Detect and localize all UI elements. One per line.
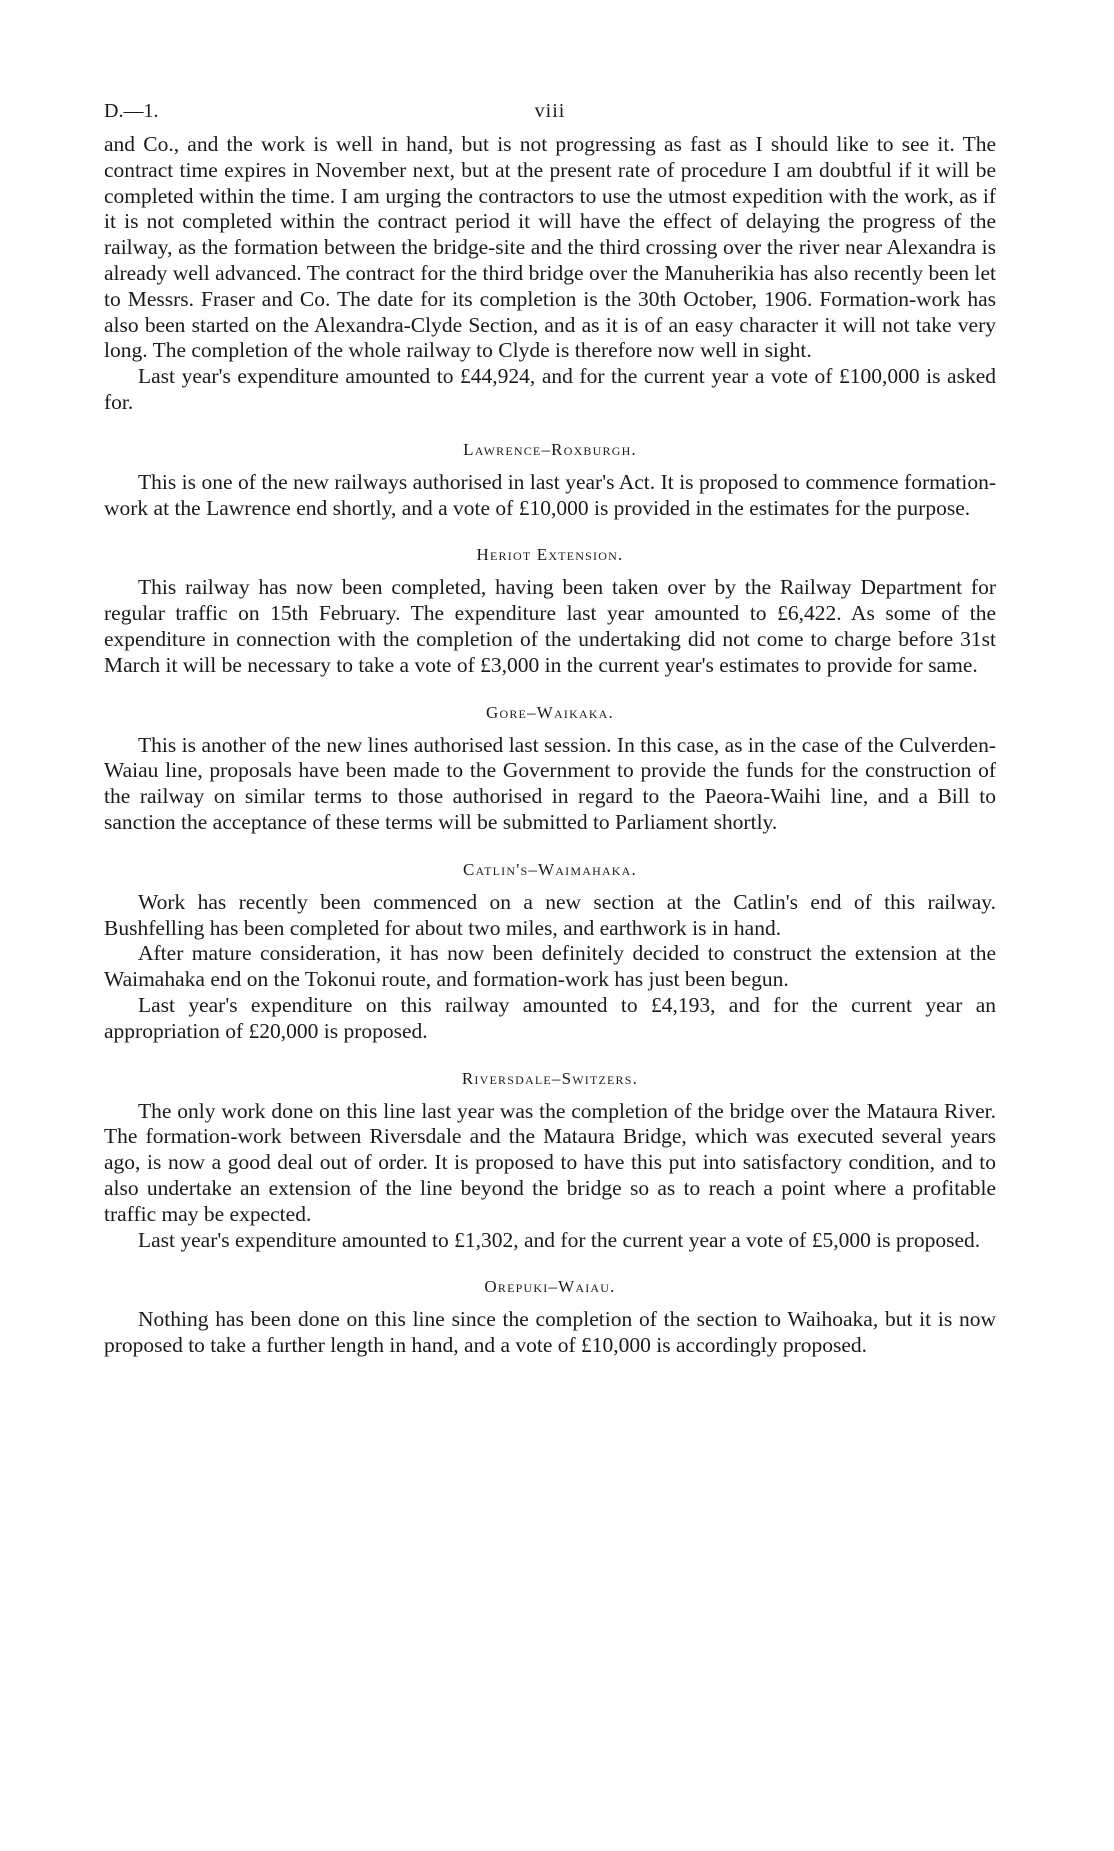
section-heading-lawrence-roxburgh: Lawrence–Roxburgh. — [463, 439, 637, 459]
section-heading-riversdale-switzers: Riversdale–Switzers. — [461, 1068, 639, 1088]
section-heading-orepuki-waiau: Orepuki–Waiau. — [484, 1277, 616, 1297]
section-paragraph: After mature consideration, it has now been definitely decided to construct the extension at the Waimahaka end on the Tokonui route, and formation-work has just been begun. — [104, 941, 996, 992]
intro-expenditure-paragraph: Last year's expenditure amounted to £44,924, and for the current year a vote of £100,000 is asked for. — [104, 364, 996, 414]
intro-paragraph: and Co., and the work is well in hand, but is not progressing as fast as I should like to see it. The contract time expires in November next, but at the present rate of procedure I am doubtful if it will be completed within the time. I am urging the contractors to use the utmost expedition with the work, as if it is not completed within the contract period it will have the effect of delaying the progress of the railway, as the formation between the bridge-site and the third crossing over the river near Alexandra is already well advanced. The contract for the third bridge over the Manuherikia has also recently been let to Messrs. Fraser and Co. The date for its completion is the 30th October, 1906. Formation-work has also been started on the Alexandra-Clyde Section, and as it is of an easy character it will not take very long. The completion of the whole railway to Clyde is therefore now well in sight. — [104, 132, 996, 363]
section-paragraph: Work has recently been commenced on a new section at the Catlin's end of this railway. Bushfelling has been completed for about two miles, and earthwork is in hand. — [104, 889, 996, 940]
section-heading-catlins-waimahaka: Catlin's–Waimahaka. — [463, 859, 637, 879]
section-paragraph: The only work done on this line last year was the completion of the bridge over the Mataura River. The formation-work between Riversdale and the Mataura Bridge, which was executed several years ago, is now a good deal out of order. It is proposed to have this put into satisfactory condition, and to also undertake an extension of the line beyond the bridge so as to reach a point where a profitable traffic may be expected. — [104, 1098, 996, 1226]
section-heading-gore-waikaka: Gore–Waikaka. — [486, 702, 614, 722]
document-page — [104, 100, 996, 1359]
section-paragraph: This is another of the new lines authorised last session. In this case, as in the case of the Culverden-Waiau line, proposals have been made to the Government to provide the funds for the construction of the railway on similar terms to those authorised in regard to the Paeora-Waihi line, and a Bill to sanction the acceptance of these terms will be submitted to Parliament shortly. — [104, 732, 996, 834]
section-paragraph: This railway has now been completed, having been taken over by the Railway Department for regular traffic on 15th February. The expenditure last year amounted to £6,422. As some of the expenditure in connection with the completion of the undertaking did not come to charge before 31st March it will be necessary to take a vote of £3,000 in the current year's estimates to provide for same. — [104, 575, 996, 677]
section-heading-heriot-extension: Heriot Extension. — [476, 545, 624, 565]
section-paragraph: This is one of the new railways authorised in last year's Act. It is proposed to commence formation-work at the Lawrence end shortly, and a vote of £10,000 is provided in the estimates for the purpose. — [104, 469, 996, 520]
section-paragraph: Nothing has been done on this line since the completion of the section to Waihoaka, but it is now proposed to take a further length in hand, and a vote of £10,000 is accordingly proposed. — [104, 1307, 996, 1358]
section-paragraph: Last year's expenditure on this railway amounted to £4,193, and for the current year an appropriation of £20,000 is proposed. — [104, 992, 996, 1043]
page-header — [104, 100, 996, 132]
section-paragraph: Last year's expenditure amounted to £1,302, and for the current year a vote of £5,000 is proposed. — [138, 1227, 981, 1252]
page-number: viii — [534, 100, 566, 122]
document-reference: D.—1. — [104, 100, 159, 122]
